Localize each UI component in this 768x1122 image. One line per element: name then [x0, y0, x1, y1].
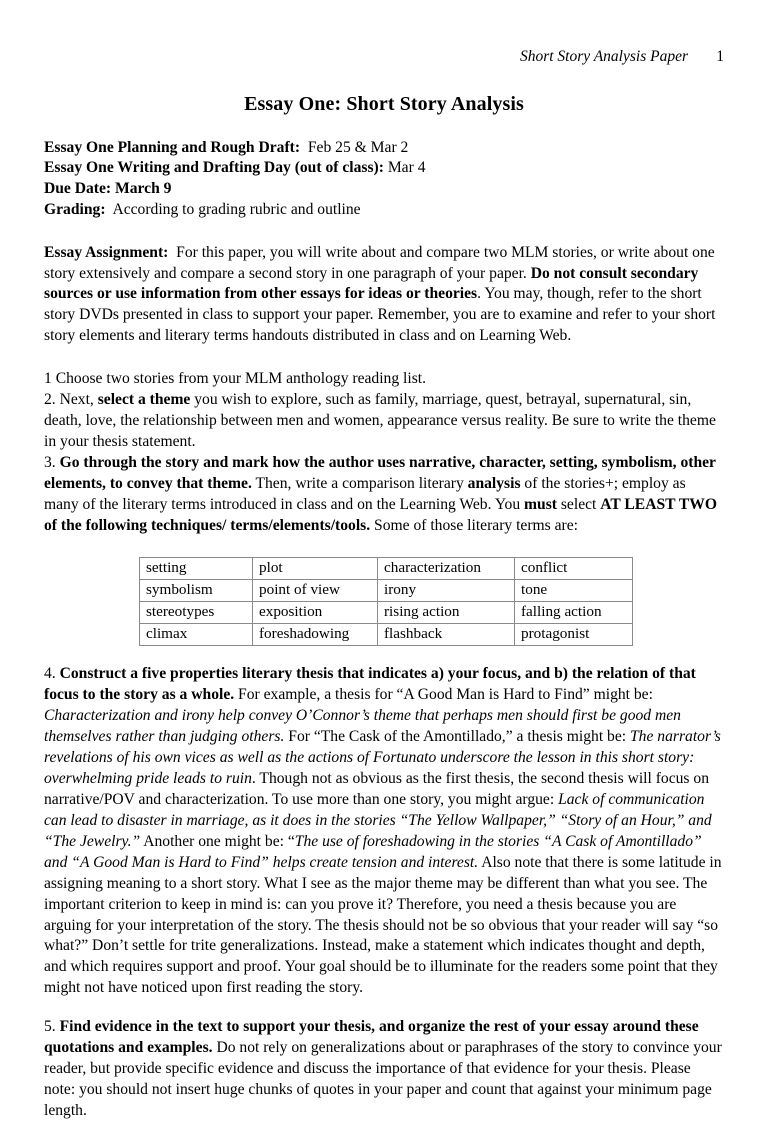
- step-item-1: 1 Choose two stories from your MLM anthology reading list.: [44, 370, 427, 388]
- schedule-grading-line: [44, 200, 724, 221]
- step-4-text-4: Another one might be: “: [140, 832, 295, 850]
- schedule-grading-label: Grading:: [44, 200, 106, 218]
- step-3-mid-2: of the stories+; employ as many of the literary terms introduced in class and on the Learning Web. You: [44, 475, 686, 514]
- table-cell: symbolism: [140, 580, 253, 602]
- essay-assignment-text-1: For this paper, you will write about and compare two MLM stories, or write about one story extensively and compare a second story in one paragraph of your paper.: [44, 243, 715, 282]
- essay-assignment-paragraph: [44, 243, 724, 348]
- literary-terms-table-wrapper: [139, 557, 724, 646]
- table-row: [140, 580, 633, 602]
- step-2-bold: select a theme: [97, 391, 191, 409]
- step-item-5: [44, 1017, 724, 1122]
- schedule-grading-value: According to grading rubric and outline: [112, 200, 361, 218]
- table-cell: stereotypes: [140, 602, 253, 624]
- steps-list: [44, 369, 724, 537]
- table-cell: protagonist: [515, 623, 633, 645]
- step-4-number: 4.: [44, 664, 60, 682]
- step-4-text-3: . Though not as obvious as the first thesis, the second thesis will focus on narrative/POV and characterization. To use more than one story, you might argue:: [44, 769, 709, 808]
- schedule-planning-value: Feb 25 & Mar 2: [307, 138, 409, 156]
- step-3-end: Some of those literary terms are:: [370, 517, 578, 535]
- schedule-due-date-text: Due Date: March 9: [44, 180, 172, 198]
- step-3-bold-1: Go through the story and mark how the author uses narrative, character, setting, symbolism, other elements, to convey that theme.: [44, 454, 716, 493]
- schedule-writing-label: Essay One Writing and Drafting Day (out of class):: [44, 159, 384, 177]
- step-3-mid-3: select: [556, 496, 601, 514]
- running-header: [44, 48, 724, 67]
- step-item-2: [44, 390, 724, 453]
- step-item-3: [44, 453, 724, 537]
- table-cell: foreshadowing: [253, 623, 378, 645]
- step-4-italic-4: The use of foreshadowing in the stories “A Cask of Amontillado” and “A Good Man is Hard to Find” helps create tension and interest.: [44, 832, 702, 871]
- page-title: Essay One: Short Story Analysis: [244, 92, 524, 115]
- essay-assignment-text-3: . You may, though, refer to the short story DVDs presented in class to support your paper. Remember, you are to examine and refer to your short story elements and literary terms handouts distributed in class and on Learning Web.: [44, 285, 716, 345]
- step-5-text-1: Do not rely on generalizations about or paraphrases of the story to convince your reader, but provide specific evidence and discuss the importance of that evidence for your thesis. Please note: you should not insert huge chunks of quotes in your paper and count that against your minimum page length.: [44, 1039, 722, 1120]
- table-cell: characterization: [378, 558, 515, 580]
- schedule-planning-label: Essay One Planning and Rough Draft:: [44, 138, 301, 156]
- table-cell: falling action: [515, 602, 633, 624]
- schedule-planning-line: [44, 138, 724, 159]
- step-3-bold-3: must: [524, 496, 557, 514]
- schedule-writing-value: Mar 4: [387, 159, 426, 177]
- step-5-bold-1: Find evidence in the text to support your thesis, and organize the rest of your essay around these quotations and examples.: [44, 1018, 699, 1057]
- step-3-bold-2: analysis: [467, 475, 521, 493]
- table-cell: conflict: [515, 558, 633, 580]
- table-cell: plot: [253, 558, 378, 580]
- table-row: [140, 558, 633, 580]
- step-4-text-2: For “The Cask of the Amontillado,” a thesis might be:: [284, 727, 630, 745]
- schedule-due-date: [44, 179, 724, 200]
- step-item-4: [44, 664, 724, 1000]
- table-row: [140, 623, 633, 645]
- schedule-writing-line: [44, 158, 724, 179]
- table-cell: tone: [515, 580, 633, 602]
- table-cell: setting: [140, 558, 253, 580]
- step-4-text-1: For example, a thesis for “A Good Man is Hard to Find” might be:: [234, 685, 653, 703]
- table-cell: exposition: [253, 602, 378, 624]
- table-cell: point of view: [253, 580, 378, 602]
- page-number: 1: [716, 48, 724, 65]
- table-cell: flashback: [378, 623, 515, 645]
- step-4-italic-1: Characterization and irony help convey O’Connor’s theme that perhaps men should first be good men themselves rather than judging others.: [44, 706, 681, 745]
- step-4-bold-1: Construct a five properties literary thesis that indicates a) your focus, and b) the relation of that focus to the story as a whole.: [44, 664, 696, 703]
- table-row: [140, 602, 633, 624]
- step-2-prefix: 2. Next,: [44, 391, 98, 409]
- literary-terms-table: [139, 557, 633, 646]
- step-3-number: 3.: [44, 454, 60, 472]
- step-3-bold-4: AT LEAST TWO of the following techniques/ terms/elements/tools.: [44, 496, 717, 535]
- table-cell: rising action: [378, 602, 515, 624]
- step-4-text-5: Also note that there is some latitude in assigning meaning to a short story. What I see as the major theme may be different than what you see. The important criterion to keep in mind is: can you prove it? Therefore, you need a thesis because you are arguing for your interpretation of the story. The thesis should not be so obvious that your reader will say “so what?” Don’t settle for trite generalizations. Instead, make a statement which indicates thought and depth, and which requires support and proof. Your goal should be to illuminate for the readers some point that they might not have noticed upon first reading the story.: [44, 853, 722, 997]
- step-5-number: 5.: [44, 1018, 60, 1036]
- header-title: Short Story Analysis Paper: [519, 48, 688, 65]
- step-2-suffix: you wish to explore, such as family, marriage, quest, betrayal, supernatural, sin, death, love, the relationship between men and women, appearance versus reality. Be sure to write the theme in your thesis statement.: [44, 391, 716, 451]
- table-cell: climax: [140, 623, 253, 645]
- essay-assignment-bold-warning: Do not consult secondary sources or use information from other essays for ideas or theories: [44, 264, 699, 303]
- step-3-mid-1: Then, write a comparison literary: [251, 475, 468, 493]
- table-cell: irony: [378, 580, 515, 602]
- step-4-italic-2: The narrator’s revelations of his own vices as well as the actions of Fortunato underscore the lesson in this short story: overwhelming pride leads to ruin: [44, 727, 721, 787]
- step-4-italic-3: Lack of communication can lead to disaster in marriage, as it does in the stories “The Yellow Wallpaper,” “Story of an Hour,” and “The Jewelry.”: [44, 790, 712, 850]
- schedule-block: [44, 138, 724, 221]
- essay-assignment-label: Essay Assignment:: [44, 243, 169, 261]
